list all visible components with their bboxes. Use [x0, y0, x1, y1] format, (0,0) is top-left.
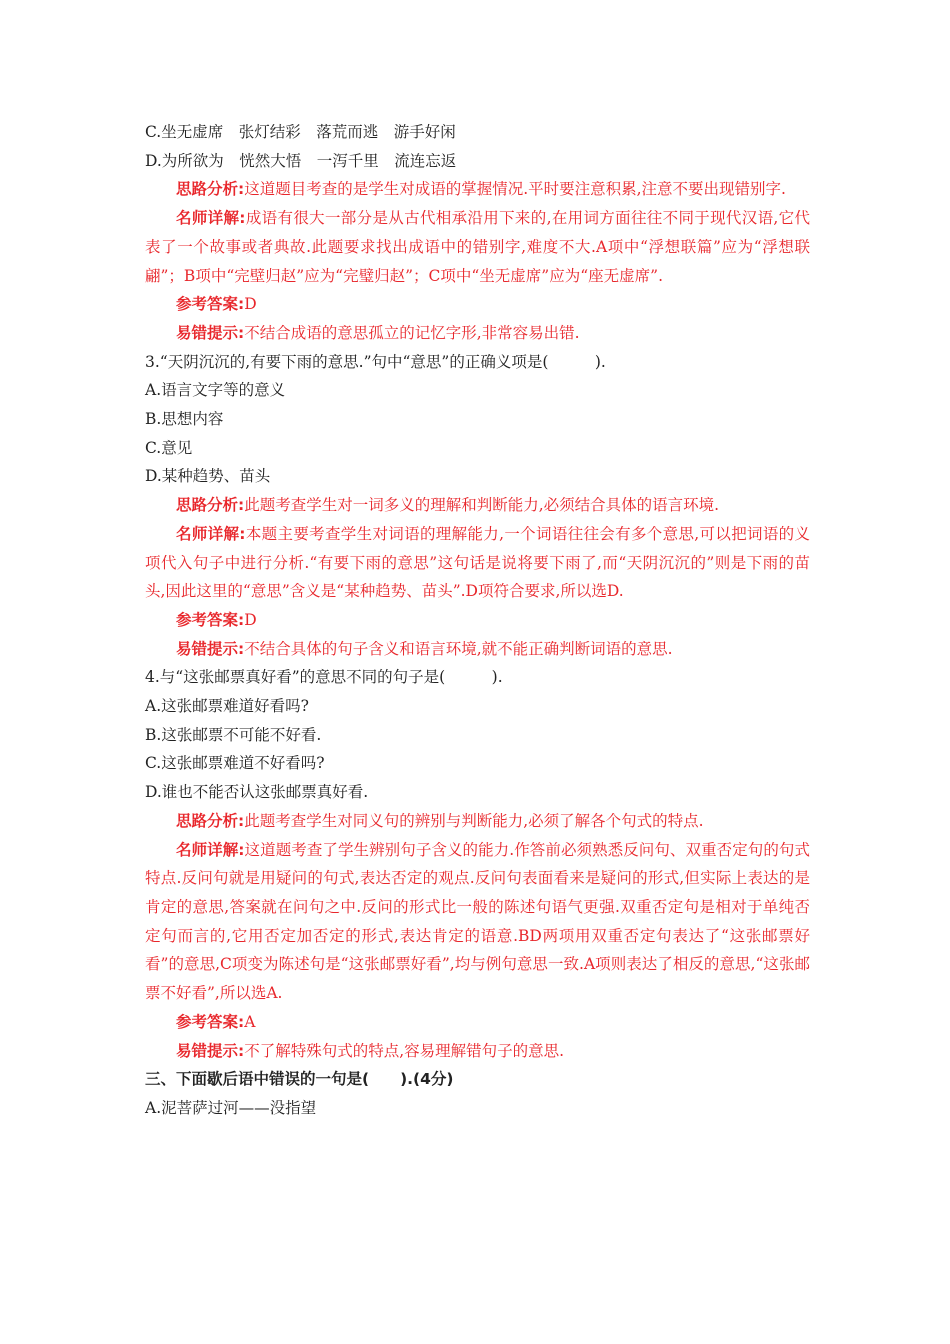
q2-answer-text: D	[244, 295, 257, 314]
q4-tip-label: 易错提示:	[176, 1041, 245, 1060]
q4-option-b: B.这张邮票不可能不好看.	[145, 725, 322, 744]
q4-stem: 4.与“这张邮票真好看”的意思不同的句子是( ).	[145, 668, 503, 687]
q2-analysis-label: 思路分析:	[176, 180, 245, 199]
q3-option-b: B.思想内容	[145, 410, 224, 429]
q4-tip	[145, 1037, 810, 1066]
q2-tip-label: 易错提示:	[176, 323, 245, 342]
q2-answer	[145, 290, 810, 319]
q2-answer-label: 参考答案:	[176, 295, 245, 314]
q3-detail-label: 名师详解:	[176, 524, 246, 543]
section-3-title: 三、下面歇后语中错误的一句是( ).(4分)	[145, 1070, 454, 1089]
q4-tip-text: 不了解特殊句式的特点,容易理解错句子的意思.	[244, 1041, 565, 1060]
q3-option-d: D.某种趋势、苗头	[145, 467, 271, 486]
section-3-option-a: A.泥菩萨过河——没指望	[145, 1098, 317, 1117]
q3-analysis-text: 此题考查学生对一词多义的理解和判断能力,必须结合具体的语言环境.	[244, 496, 720, 515]
q3-tip	[145, 635, 810, 664]
q4-answer-label: 参考答案:	[176, 1012, 245, 1031]
q3-analysis	[145, 491, 810, 520]
q3-detail-text: 本题主要考查学生对词语的理解能力,一个词语往往会有多个意思,可以把词语的义项代入句子中进行分析.“有要下雨的意思”这句话是说将要下雨了,而“天阴沉沉的”则是下雨的苗头,因此这里的“意思”含义是“某种趋势、苗头”.D项符合要求,所以选D.	[145, 524, 810, 601]
q2-tip-text: 不结合成语的意思孤立的记忆字形,非常容易出错.	[244, 323, 580, 342]
q4-detail-label: 名师详解:	[176, 840, 245, 859]
q2-analysis-text: 这道题目考查的是学生对成语的掌握情况.平时要注意积累,注意不要出现错别字.	[244, 180, 786, 199]
q4-analysis	[145, 807, 810, 836]
q3-stem: 3.“天阴沉沉的,有要下雨的意思.”句中“意思”的正确义项是( ).	[145, 352, 606, 371]
q2-detail-text: 成语有很大一部分是从古代相承沿用下来的,在用词方面往往不同于现代汉语,它代表了一个故事或者典故.此题要求找出成语中的错别字,难度不大.A项中“浮想联篇”应为“浮想联翩”；B项中“完壁归赵”应为“完璧归赵”；C项中“坐无虚席”应为“座无虚席”.	[145, 209, 810, 285]
q3-answer-label: 参考答案:	[176, 610, 245, 629]
document-content	[145, 118, 810, 1123]
q4-analysis-label: 思路分析:	[176, 811, 245, 830]
q4-option-a: A.这张邮票难道好看吗?	[145, 697, 309, 716]
q3-tip-text: 不结合具体的句子含义和语言环境,就不能正确判断词语的意思.	[244, 639, 673, 658]
q3-option-c: C.意见	[145, 438, 193, 457]
q2-detail	[145, 204, 810, 290]
q4-analysis-text: 此题考查学生对同义句的辨别与判断能力,必须了解各个句式的特点.	[244, 811, 704, 830]
q4-option-d: D.谁也不能否认这张邮票真好看.	[145, 783, 369, 802]
q2-option-d: D.为所欲为 恍然大悟 一泻千里 流连忘返	[145, 151, 457, 170]
q4-answer	[145, 1008, 810, 1037]
q3-option-a: A.语言文字等的意义	[145, 381, 286, 400]
q2-detail-label: 名师详解:	[176, 209, 246, 228]
q3-analysis-label: 思路分析:	[176, 496, 245, 515]
q4-detail	[145, 836, 810, 1008]
q4-option-c: C.这张邮票难道不好看吗?	[145, 754, 325, 773]
q2-analysis	[145, 175, 810, 204]
q3-tip-label: 易错提示:	[176, 639, 245, 658]
q3-answer-text: D	[244, 610, 257, 629]
q4-answer-text: A	[244, 1012, 256, 1031]
q2-tip	[145, 319, 810, 348]
q4-detail-text: 这道题考查了学生辨别句子含义的能力.作答前必须熟悉反问句、双重否定句的句式特点.反问句就是用疑问的句式,表达否定的观点.反问句表面看来是疑问的形式,但实际上表达的是肯定的意思,答案就在问句之中.反问的形式比一般的陈述句语气更强.双重否定句是相对于单纯否定句而言的,它用否定加否定的形式,表达肯定的语意.BD两项用双重否定句表达了“这张邮票好看”的意思,C项变为陈述句是“这张邮票好看”,均与例句意思一致.A项则表达了相反的意思,“这张邮票不好看”,所以选A.	[145, 840, 810, 1003]
q2-option-c: C.坐无虚席 张灯结彩 落荒而逃 游手好闲	[145, 123, 456, 141]
q3-detail	[145, 520, 810, 606]
q3-answer	[145, 606, 810, 635]
